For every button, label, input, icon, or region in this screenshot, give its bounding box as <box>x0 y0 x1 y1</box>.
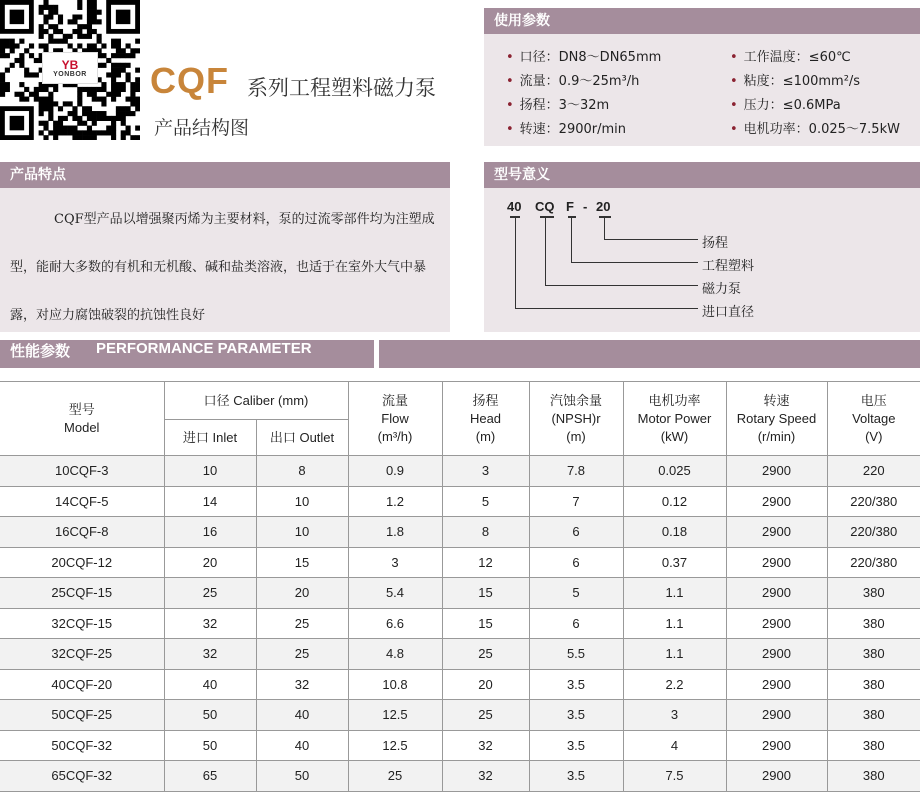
cell-flow: 1.2 <box>348 486 442 517</box>
usage-item: • 工作温度：≤60℃ <box>730 46 851 65</box>
cell-head: 32 <box>442 761 529 792</box>
model-meaning-heading: 型号意义 <box>484 162 920 188</box>
cell-model: 32CQF-15 <box>0 608 164 639</box>
header-head-cn: 扬程 <box>472 392 499 408</box>
header-model <box>0 382 164 456</box>
cell-npsh: 3.5 <box>529 669 623 700</box>
cell-model: 20CQF-12 <box>0 547 164 578</box>
table-row <box>0 700 920 731</box>
cell-flow: 4.8 <box>348 639 442 670</box>
cell-flow: 12.5 <box>348 730 442 761</box>
cell-power: 2.2 <box>623 669 726 700</box>
cell-inlet: 50 <box>164 700 256 731</box>
cell-model: 40CQF-20 <box>0 669 164 700</box>
model-code-head: 20 <box>596 199 611 214</box>
cell-head: 15 <box>442 608 529 639</box>
usage-item: • 粘度：≤100mm²/s <box>730 70 860 89</box>
header-npsh-en: (NPSH)r <box>551 410 601 426</box>
cell-npsh: 6 <box>529 608 623 639</box>
cell-power: 7.5 <box>623 761 726 792</box>
heading-separator <box>374 340 379 368</box>
header-voltage-cn: 电压 <box>860 392 887 408</box>
cell-model: 10CQF-3 <box>0 456 164 487</box>
connector-size <box>515 218 698 309</box>
cell-speed: 2900 <box>726 639 827 670</box>
cell-outlet: 8 <box>256 456 348 487</box>
cell-speed: 2900 <box>726 761 827 792</box>
cell-outlet: 40 <box>256 700 348 731</box>
cell-model: 14CQF-5 <box>0 486 164 517</box>
table-row <box>0 639 920 670</box>
cell-npsh: 6 <box>529 547 623 578</box>
cell-inlet: 50 <box>164 730 256 761</box>
cell-power: 0.12 <box>623 486 726 517</box>
cell-inlet: 20 <box>164 547 256 578</box>
header-speed <box>726 382 827 456</box>
table-row <box>0 608 920 639</box>
cell-head: 12 <box>442 547 529 578</box>
performance-heading-bar <box>0 340 920 368</box>
table-row <box>0 578 920 609</box>
header-npsh-cn: 汽蚀余量 <box>549 392 602 408</box>
cell-power: 1.1 <box>623 608 726 639</box>
header-flow-en: Flow <box>381 410 409 426</box>
cell-outlet: 10 <box>256 486 348 517</box>
cell-flow: 25 <box>348 761 442 792</box>
header-voltage-en: Voltage <box>852 410 896 426</box>
cell-flow: 1.8 <box>348 517 442 548</box>
cell-voltage: 380 <box>827 730 920 761</box>
cell-head: 25 <box>442 639 529 670</box>
cell-outlet: 10 <box>256 517 348 548</box>
cell-speed: 2900 <box>726 669 827 700</box>
cell-voltage: 380 <box>827 608 920 639</box>
cell-outlet: 40 <box>256 730 348 761</box>
cell-voltage: 220 <box>827 456 920 487</box>
header-flow <box>348 382 442 456</box>
cell-power: 3 <box>623 700 726 731</box>
usage-item: • 扬程：3～32m <box>506 94 609 113</box>
header-power-unit: (kW) <box>660 428 689 444</box>
usage-item: • 压力：≤0.6MPa <box>730 94 841 113</box>
header-speed-en: Rotary Speed <box>736 410 817 426</box>
cell-speed: 2900 <box>726 517 827 548</box>
cell-inlet: 65 <box>164 761 256 792</box>
cell-flow: 12.5 <box>348 700 442 731</box>
title-main: 系列工程塑料磁力泵 <box>247 76 436 100</box>
table-row <box>0 730 920 761</box>
cell-model: 50CQF-32 <box>0 730 164 761</box>
usage-item: • 转速：2900r/min <box>506 118 626 137</box>
table-row <box>0 456 920 487</box>
table-row <box>0 517 920 548</box>
cell-head: 5 <box>442 486 529 517</box>
cell-speed: 2900 <box>726 547 827 578</box>
usage-heading: 使用参数 <box>484 8 920 34</box>
cell-head: 25 <box>442 700 529 731</box>
cell-flow: 5.4 <box>348 578 442 609</box>
cell-voltage: 220/380 <box>827 517 920 548</box>
cell-npsh: 5.5 <box>529 639 623 670</box>
cell-head: 15 <box>442 578 529 609</box>
cell-npsh: 3.5 <box>529 730 623 761</box>
cell-power: 0.37 <box>623 547 726 578</box>
cell-inlet: 25 <box>164 578 256 609</box>
header-inlet: 进口 Inlet <box>164 420 256 456</box>
cell-model: 25CQF-15 <box>0 578 164 609</box>
cell-outlet: 32 <box>256 669 348 700</box>
cell-speed: 2900 <box>726 700 827 731</box>
label-head: 扬程 <box>702 236 729 251</box>
usage-item: • 电机功率：0.025～7.5kW <box>730 118 900 137</box>
cell-inlet: 10 <box>164 456 256 487</box>
table-row <box>0 669 920 700</box>
brand-logo <box>42 52 98 84</box>
performance-heading-cn: 性能参数 <box>10 342 71 360</box>
cell-voltage: 380 <box>827 700 920 731</box>
cell-inlet: 40 <box>164 669 256 700</box>
header-outlet: 出口 Outlet <box>256 420 348 456</box>
cell-npsh: 6 <box>529 517 623 548</box>
title-code: CQF <box>150 60 229 101</box>
features-text: CQF型产品以增强聚丙烯为主要材料，泵的过流零部件均为注塑成型，能耐大多数的有机和无机酸、碱和盐类溶液，也适于在室外大气中暴露，对应力腐蚀破裂的抗蚀性良好 <box>10 212 435 323</box>
model-code-type: CQ <box>535 199 555 214</box>
cell-npsh: 7.8 <box>529 456 623 487</box>
cell-voltage: 380 <box>827 761 920 792</box>
logo-brand: YONBOR <box>53 70 87 78</box>
cell-model: 50CQF-25 <box>0 700 164 731</box>
header-speed-unit: (r/min) <box>757 428 796 444</box>
cell-npsh: 3.5 <box>529 700 623 731</box>
header-voltage <box>827 382 920 456</box>
label-material: 工程塑料 <box>702 259 755 274</box>
cell-inlet: 14 <box>164 486 256 517</box>
cell-npsh: 3.5 <box>529 761 623 792</box>
cell-npsh: 5 <box>529 578 623 609</box>
cell-flow: 0.9 <box>348 456 442 487</box>
cell-speed: 2900 <box>726 578 827 609</box>
label-inlet-size: 进口直径 <box>702 305 755 320</box>
header-head-en: Head <box>469 410 502 426</box>
cell-voltage: 220/380 <box>827 486 920 517</box>
cell-outlet: 50 <box>256 761 348 792</box>
cell-voltage: 380 <box>827 578 920 609</box>
cell-outlet: 20 <box>256 578 348 609</box>
cell-flow: 6.6 <box>348 608 442 639</box>
header-caliber: 口径 Caliber (mm) <box>164 382 348 420</box>
model-code-dash: - <box>583 199 588 214</box>
cell-power: 1.1 <box>623 639 726 670</box>
cell-voltage: 220/380 <box>827 547 920 578</box>
header-npsh <box>529 382 623 456</box>
header-power-cn: 电机功率 <box>648 392 701 408</box>
cell-inlet: 16 <box>164 517 256 548</box>
cell-power: 0.025 <box>623 456 726 487</box>
cell-head: 20 <box>442 669 529 700</box>
cell-speed: 2900 <box>726 456 827 487</box>
title-sub: 产品结构图 <box>154 117 250 139</box>
cell-speed: 2900 <box>726 730 827 761</box>
label-pump-type: 磁力泵 <box>702 282 742 297</box>
qr-code <box>0 0 140 140</box>
header-flow-cn: 流量 <box>381 392 408 408</box>
cell-power: 0.18 <box>623 517 726 548</box>
cell-speed: 2900 <box>726 608 827 639</box>
usage-item: • 流量：0.9～25m³/h <box>506 70 639 89</box>
cell-npsh: 7 <box>529 486 623 517</box>
model-code-material: F <box>566 199 574 214</box>
cell-speed: 2900 <box>726 486 827 517</box>
header-voltage-unit: (V) <box>865 428 883 444</box>
usage-item: • 口径：DN8～DN65mm <box>506 46 661 65</box>
features-heading: 产品特点 <box>0 162 450 188</box>
cell-voltage: 380 <box>827 639 920 670</box>
cell-head: 32 <box>442 730 529 761</box>
header-power <box>623 382 726 456</box>
header-flow-unit: (m³/h) <box>377 428 413 444</box>
cell-head: 3 <box>442 456 529 487</box>
cell-inlet: 32 <box>164 608 256 639</box>
cell-flow: 3 <box>348 547 442 578</box>
table-row <box>0 761 920 792</box>
cell-model: 32CQF-25 <box>0 639 164 670</box>
cell-power: 4 <box>623 730 726 761</box>
header-model-cn: 型号 <box>68 401 95 417</box>
header-speed-cn: 转速 <box>763 392 790 408</box>
header-power-en: Motor Power <box>637 410 712 426</box>
table-row <box>0 486 920 517</box>
header-npsh-unit: (m) <box>566 428 586 444</box>
cell-outlet: 15 <box>256 547 348 578</box>
performance-heading-en: PERFORMANCE PARAMETER <box>96 340 312 357</box>
performance-table <box>0 381 920 792</box>
cell-outlet: 25 <box>256 608 348 639</box>
performance-table-body <box>0 456 920 792</box>
header-head <box>442 382 529 456</box>
cell-inlet: 32 <box>164 639 256 670</box>
header-model-en: Model <box>64 419 100 435</box>
table-row <box>0 547 920 578</box>
cell-flow: 10.8 <box>348 669 442 700</box>
cell-model: 16CQF-8 <box>0 517 164 548</box>
cell-voltage: 380 <box>827 669 920 700</box>
cell-outlet: 25 <box>256 639 348 670</box>
model-code-size: 40 <box>507 199 522 214</box>
logo-mark: YB <box>61 57 79 72</box>
cell-power: 1.1 <box>623 578 726 609</box>
cell-head: 8 <box>442 517 529 548</box>
cell-model: 65CQF-32 <box>0 761 164 792</box>
header-head-unit: (m) <box>475 428 496 444</box>
